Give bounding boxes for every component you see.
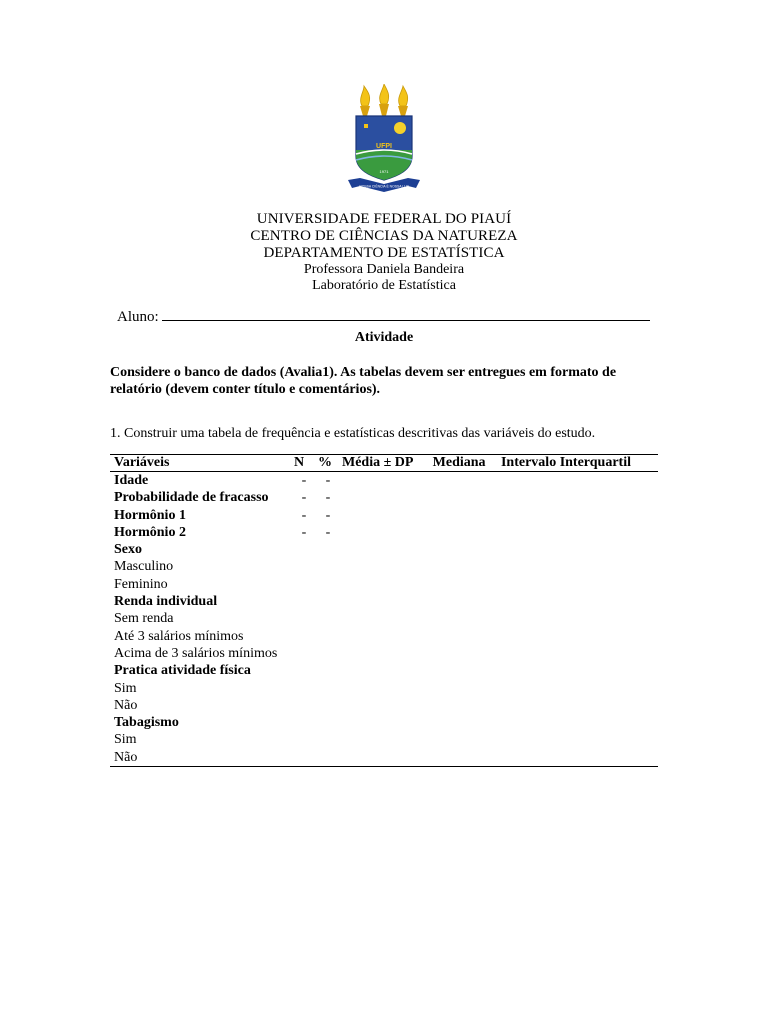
row-n	[290, 576, 314, 593]
instructions-paragraph: Considere o banco de dados (Avalia1). As tabelas devem ser entregues em formato de relatório (devem conter título e comentários).	[110, 365, 617, 397]
row-mediana	[429, 558, 497, 575]
row-pct	[314, 714, 338, 731]
row-iqr	[497, 662, 658, 679]
row-mediana	[429, 749, 497, 767]
row-pct	[314, 593, 338, 610]
row-media-dp	[338, 697, 429, 714]
row-pct	[314, 628, 338, 645]
lab-name: Laboratório de Estatística	[312, 278, 456, 293]
row-n: -	[301, 490, 307, 506]
question-1: 1. Construir uma tabela de frequência e estatísticas descritivas das variáveis do estudo.	[110, 426, 596, 441]
row-iqr	[497, 749, 658, 767]
table-row	[110, 731, 658, 748]
student-field	[117, 306, 650, 326]
row-pct	[314, 576, 338, 593]
torch-right-icon	[398, 86, 408, 116]
row-iqr	[497, 524, 658, 541]
table-row	[110, 714, 658, 731]
row-iqr	[497, 731, 658, 748]
row-label: Probabilidade de fracasso	[114, 490, 269, 506]
table-row	[110, 524, 658, 541]
table-row	[110, 749, 658, 767]
row-mediana	[429, 489, 497, 506]
row-pct	[314, 610, 338, 627]
header-pct: %	[314, 455, 338, 472]
logo-initials: UFPI	[376, 143, 392, 150]
row-pct	[314, 731, 338, 748]
table-row	[110, 645, 658, 662]
row-iqr	[497, 507, 658, 524]
row-pct	[314, 662, 338, 679]
row-media-dp	[338, 524, 429, 541]
activity-title: Atividade	[354, 330, 414, 345]
row-iqr	[497, 558, 658, 575]
row-mediana	[429, 541, 497, 558]
row-label: Idade	[114, 473, 149, 488]
row-n: -	[301, 507, 307, 523]
row-label: Hormônio 1	[114, 507, 186, 523]
row-n: -	[301, 524, 307, 540]
row-pct	[314, 558, 338, 575]
row-label: Renda individual	[114, 594, 218, 610]
row-label: Sexo	[114, 542, 142, 558]
header-media-dp: Média ± DP	[338, 455, 429, 472]
row-n	[290, 645, 314, 662]
row-label: Acima de 3 salários mínimos	[114, 645, 278, 661]
row-n	[290, 749, 314, 767]
row-mediana	[429, 593, 497, 610]
row-media-dp	[338, 680, 429, 697]
table-row	[110, 628, 658, 645]
table-header-row	[110, 455, 658, 472]
row-pct: -	[325, 507, 331, 523]
row-media-dp	[338, 714, 429, 731]
row-media-dp	[338, 610, 429, 627]
professor-name: Professora Daniela Bandeira	[303, 262, 465, 277]
row-label: Não	[114, 749, 138, 765]
table-row	[110, 662, 658, 679]
table-row	[110, 697, 658, 714]
header-variaveis: Variáveis	[110, 455, 290, 472]
row-mediana	[429, 731, 497, 748]
row-label: Tabagismo	[114, 715, 179, 731]
row-iqr	[497, 645, 658, 662]
row-n	[290, 714, 314, 731]
row-iqr	[497, 541, 658, 558]
row-media-dp	[338, 749, 429, 767]
row-mediana	[429, 507, 497, 524]
row-label: Não	[114, 697, 138, 713]
table-row	[110, 680, 658, 697]
row-pct	[314, 680, 338, 697]
torch-left-icon	[360, 86, 370, 116]
row-label: Sim	[114, 680, 137, 696]
frequency-table	[110, 454, 658, 767]
header-iqr: Intervalo Interquartil	[497, 455, 658, 472]
row-media-dp	[338, 662, 429, 679]
row-media-dp	[338, 576, 429, 593]
torch-center-icon	[379, 84, 389, 116]
row-mediana	[429, 697, 497, 714]
table-row	[110, 576, 658, 593]
row-n	[290, 541, 314, 558]
row-media-dp	[338, 593, 429, 610]
row-mediana	[429, 576, 497, 593]
row-iqr	[497, 489, 658, 506]
row-iqr	[497, 610, 658, 627]
table-row	[110, 472, 658, 490]
table-row	[110, 558, 658, 575]
row-pct: -	[325, 490, 331, 506]
row-iqr	[497, 472, 658, 490]
row-label: Masculino	[114, 559, 174, 575]
center-name: CENTRO DE CIÊNCIAS DA NATUREZA	[250, 228, 518, 244]
table-row	[110, 541, 658, 558]
row-iqr	[497, 576, 658, 593]
row-mediana	[429, 645, 497, 662]
row-n	[290, 680, 314, 697]
row-mediana	[429, 714, 497, 731]
row-mediana	[429, 610, 497, 627]
row-label: Feminino	[114, 576, 168, 592]
row-mediana	[429, 662, 497, 679]
row-n	[290, 697, 314, 714]
row-n	[290, 593, 314, 610]
row-media-dp	[338, 628, 429, 645]
ufpi-crest-icon	[342, 84, 426, 196]
department-name: DEPARTAMENTO DE ESTATÍSTICA	[263, 245, 505, 261]
header-mediana: Mediana	[429, 455, 497, 472]
row-n	[290, 731, 314, 748]
document-header	[0, 211, 768, 294]
row-mediana	[429, 524, 497, 541]
row-media-dp	[338, 507, 429, 524]
row-mediana	[429, 680, 497, 697]
table-row	[110, 610, 658, 627]
row-pct	[314, 697, 338, 714]
row-pct	[314, 541, 338, 558]
row-media-dp	[338, 489, 429, 506]
row-n	[290, 610, 314, 627]
row-pct: -	[325, 524, 331, 540]
row-n	[290, 662, 314, 679]
row-label: Hormônio 2	[114, 524, 186, 540]
table-row	[110, 593, 658, 610]
row-mediana	[429, 628, 497, 645]
row-media-dp	[338, 731, 429, 748]
row-label: Sim	[114, 732, 137, 748]
row-pct	[314, 749, 338, 767]
row-label: Sem renda	[114, 611, 174, 627]
row-media-dp	[338, 558, 429, 575]
student-name-line[interactable]	[162, 306, 650, 321]
row-iqr	[497, 680, 658, 697]
row-n: -	[301, 473, 307, 488]
student-label: Aluno:	[117, 309, 159, 325]
row-iqr	[497, 714, 658, 731]
row-mediana	[429, 472, 497, 490]
row-n	[290, 558, 314, 575]
row-pct	[314, 645, 338, 662]
row-iqr	[497, 628, 658, 645]
row-media-dp	[338, 472, 429, 490]
row-iqr	[497, 593, 658, 610]
table-row	[110, 507, 658, 524]
logo-founded: 1971	[379, 169, 389, 174]
row-label: Pratica atividade física	[114, 663, 251, 679]
header-n: N	[290, 455, 314, 472]
row-iqr	[497, 697, 658, 714]
logo-ribbon-text: NOSSA CIÊNCIA É NOSSA LUZ	[359, 184, 409, 189]
table-row	[110, 489, 658, 506]
row-n	[290, 628, 314, 645]
row-pct: -	[325, 473, 331, 488]
row-media-dp	[338, 645, 429, 662]
university-name: UNIVERSIDADE FEDERAL DO PIAUÍ	[256, 211, 512, 227]
row-label: Até 3 salários mínimos	[114, 628, 244, 644]
row-media-dp	[338, 541, 429, 558]
